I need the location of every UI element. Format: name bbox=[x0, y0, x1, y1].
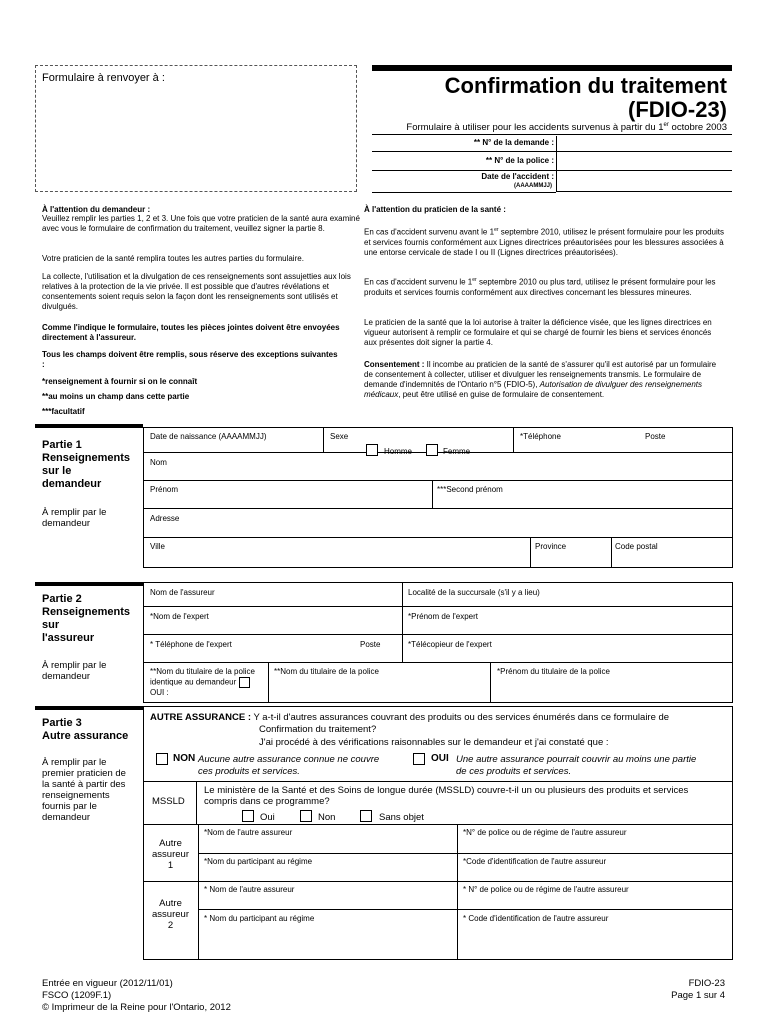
return-address-box[interactable] bbox=[35, 65, 357, 192]
female-label: Femme bbox=[443, 447, 471, 456]
city-label: Ville bbox=[150, 542, 165, 551]
claimant-note-heading: À l'attention du demandeur : bbox=[42, 205, 151, 214]
adjuster-ext-label: Poste bbox=[360, 640, 381, 649]
other2-participant-label: * Nom du participant au régime bbox=[204, 914, 315, 923]
form-title: Confirmation du traitement bbox=[444, 73, 727, 98]
mssld-no-label: Non bbox=[318, 812, 336, 823]
practitioner-note-p1: En cas d'accident survenu avant le 1er septembre 2010, utilisez le présent formulaire pour les produits et services fournis conformément aux Lignes directrices préautorisées pour les blessures associées à une entorse cervicale de stade I ou II (Lignes directrices préautorisées). bbox=[364, 227, 724, 257]
other2-name-label: * Nom de l'autre assureur bbox=[204, 885, 295, 894]
address-label: Adresse bbox=[150, 514, 180, 523]
part2-sub: À remplir par le demandeur bbox=[42, 660, 107, 682]
other-insurer-2-label: Autre assureur 2 bbox=[152, 898, 189, 931]
policy-number-label: ** N° de la police : bbox=[485, 156, 554, 165]
mssld-question: Le ministère de la Santé et des Soins de longue durée (MSSLD) couvre-t-il un ou plusieurs des produits et services compris dans ce programme? bbox=[204, 785, 689, 807]
footer-code: FSCO (1209F.1) bbox=[42, 990, 112, 1001]
oui-label: OUI bbox=[431, 753, 449, 764]
part1-bar bbox=[35, 424, 143, 428]
footer-effective: Entrée en vigueur (2012/11/01) bbox=[42, 978, 173, 989]
province-label: Province bbox=[535, 542, 567, 551]
dob-label: Date de naissance (AAAAMMJJ) bbox=[150, 432, 267, 441]
part1-title: Partie 1 Renseignements sur le demandeur bbox=[42, 439, 131, 490]
adjuster-phone-label: * Téléphone de l'expert bbox=[150, 640, 232, 649]
part1-sub: À remplir par le demandeur bbox=[42, 507, 107, 529]
other-insurance-question: AUTRE ASSURANCE : Y a-t-il d'autres assurances couvrant des produits ou des services énumérés dans ce formulaire de bbox=[150, 712, 670, 723]
oui-text: Une autre assurance pourrait couvrir au moins une partie de ces produits et services. bbox=[456, 754, 697, 777]
non-text: Aucune autre assurance connue ne couvre ces produits et services. bbox=[198, 754, 380, 777]
mssld-label: MSSLD bbox=[152, 796, 185, 807]
postal-code-label: Code postal bbox=[615, 542, 658, 551]
form-code: (FDIO-23) bbox=[628, 97, 727, 122]
other2-policy-label: * N° de police ou de régime de l'autre assureur bbox=[463, 885, 629, 894]
policy-number-field[interactable] bbox=[556, 152, 732, 170]
last-name-label: Nom bbox=[150, 458, 167, 467]
part2-bar bbox=[35, 582, 143, 586]
same-holder-checkbox[interactable] bbox=[239, 677, 250, 688]
branch-label: Localité de la succursale (s'il y a lieu) bbox=[408, 588, 540, 597]
same-holder-label: **Nom du titulaire de la police identique au demandeur OUI : bbox=[150, 667, 255, 697]
other-insurer-1-label: Autre assureur 1 bbox=[152, 838, 189, 871]
claimant-note-p6: *renseignement à fournir si on le connaît bbox=[42, 377, 198, 386]
other2-id-label: * Code d'identification de l'autre assureur bbox=[463, 914, 609, 923]
claimant-note-p2: Votre praticien de la santé remplira toutes les autres parties du formulaire. bbox=[42, 254, 304, 263]
other1-name-label: *Nom de l'autre assureur bbox=[204, 828, 293, 837]
practitioner-note-p4: Consentement : Il incombe au praticien de la santé de s'assurer qu'il est autorisé par un formulaire de consentement à collecter, utiliser et divulguer les renseignements transmis. Le formulaire de demande d'indemnités de l'Ontario n°5 (FDIO-5), Autorisation de divulguer des renseignements médicaux, peut être utilisé en guise de formulaire de consentement. bbox=[364, 360, 717, 399]
male-label: Homme bbox=[384, 447, 413, 456]
practitioner-note-p2: En cas d'accident survenu le 1er septembre 2010 ou plus tard, utilisez le présent formulaire pour les produits et services fournis conformément aux directives concernant les blessures mineures. bbox=[364, 277, 716, 297]
claim-number-label: ** N° de la demande : bbox=[473, 138, 554, 147]
claim-number-field[interactable] bbox=[556, 136, 732, 151]
accident-date-label: Date de l'accident : bbox=[481, 172, 554, 181]
insurer-label: Nom de l'assureur bbox=[150, 588, 215, 597]
other1-participant-label: *Nom du participant au régime bbox=[204, 857, 313, 866]
footer-copyright: © Imprimeur de la Reine pour l'Ontario, 2012 bbox=[42, 1002, 231, 1013]
mssld-yes-label: Oui bbox=[260, 812, 275, 823]
adjuster-fax-label: *Télécopieur de l'expert bbox=[408, 640, 492, 649]
header-bar bbox=[372, 65, 732, 71]
other-insurance-q-line3: J'ai procédé à des vérifications raisonnables sur le demandeur et j'ai constaté que : bbox=[259, 737, 609, 748]
sex-label: Sexe bbox=[330, 432, 349, 441]
footer-form-id: FDIO-23 bbox=[688, 978, 725, 989]
date-format-hint: (AAAAMMJJ) bbox=[514, 183, 552, 189]
claimant-note-p4: Comme l'indique le formulaire, toutes les pièces jointes doivent être envoyées directement à l'assureur. bbox=[42, 323, 340, 342]
oui-checkbox[interactable] bbox=[413, 753, 425, 765]
claimant-note-p7: **au moins un champ dans cette partie bbox=[42, 392, 190, 401]
other-insurance-q-line2: Confirmation du traitement? bbox=[259, 724, 377, 735]
practitioner-note-heading: À l'attention du praticien de la santé : bbox=[364, 205, 506, 214]
return-label: Formulaire à renvoyer à : bbox=[42, 72, 165, 84]
part3-title: Partie 3 Autre assurance bbox=[42, 717, 129, 742]
claimant-note-p5: Tous les champs doivent être remplis, sous réserve des exceptions suivantes : bbox=[42, 350, 338, 369]
other1-id-label: *Code d'identification de l'autre assureur bbox=[463, 857, 607, 866]
part3-bar bbox=[35, 706, 143, 710]
accident-date-field[interactable] bbox=[556, 171, 732, 192]
adjuster-first-label: *Prénom de l'expert bbox=[408, 612, 479, 621]
phone-ext-label: Poste bbox=[645, 432, 666, 441]
male-checkbox[interactable] bbox=[366, 444, 378, 456]
claimant-note-p3: La collecte, l'utilisation et la divulgation de ces renseignements sont assujetties aux lois relatives à la protection de la vie privée. Il est possible que d'autres révélations et consentements soient requis selon la façon dont les renseignements sont utilisés et divulgués. bbox=[42, 272, 351, 311]
second-name-label: ***Second prénom bbox=[437, 485, 503, 494]
holder-first-label: *Prénom du titulaire de la police bbox=[497, 667, 610, 676]
claimant-note-p1: Veuillez remplir les parties 1, 2 et 3. Une fois que votre praticien de la santé aura examiné avec vous le formulaire de confirmation du traitement, veuillez signer la partie 8. bbox=[42, 214, 360, 233]
mssld-no-checkbox[interactable] bbox=[300, 810, 312, 822]
practitioner-note-p3: Le praticien de la santé que la loi autorise à traiter la déficience visée, que les lignes directrices en vigueur autorisent à remplir ce formulaire et qui se chargé de fournir les biens et services énoncés aux présentes doit signer la partie 4. bbox=[364, 318, 712, 347]
non-label: NON bbox=[173, 753, 196, 764]
part2-title: Partie 2 Renseignements sur l'assureur bbox=[42, 593, 131, 644]
other1-policy-label: *N° de police ou de régime de l'autre assureur bbox=[463, 828, 627, 837]
first-name-label: Prénom bbox=[150, 485, 179, 494]
footer-page: Page 1 sur 4 bbox=[671, 990, 725, 1001]
adjuster-last-label: *Nom de l'expert bbox=[150, 612, 209, 621]
non-checkbox[interactable] bbox=[156, 753, 168, 765]
holder-last-label: **Nom du titulaire de la police bbox=[274, 667, 379, 676]
part3-sub: À remplir par le premier praticien de la santé à partir des renseignements fournis par le demandeur bbox=[42, 757, 126, 823]
form-subtitle: Formulaire à utiliser pour les accidents survenus à partir du 1er octobre 2003 bbox=[406, 122, 727, 134]
phone-label: *Téléphone bbox=[520, 432, 561, 441]
female-checkbox[interactable] bbox=[426, 444, 438, 456]
mssld-yes-checkbox[interactable] bbox=[242, 810, 254, 822]
claimant-note-p8: ***facultatif bbox=[42, 407, 85, 416]
mssld-na-label: Sans objet bbox=[379, 812, 424, 823]
mssld-na-checkbox[interactable] bbox=[360, 810, 372, 822]
